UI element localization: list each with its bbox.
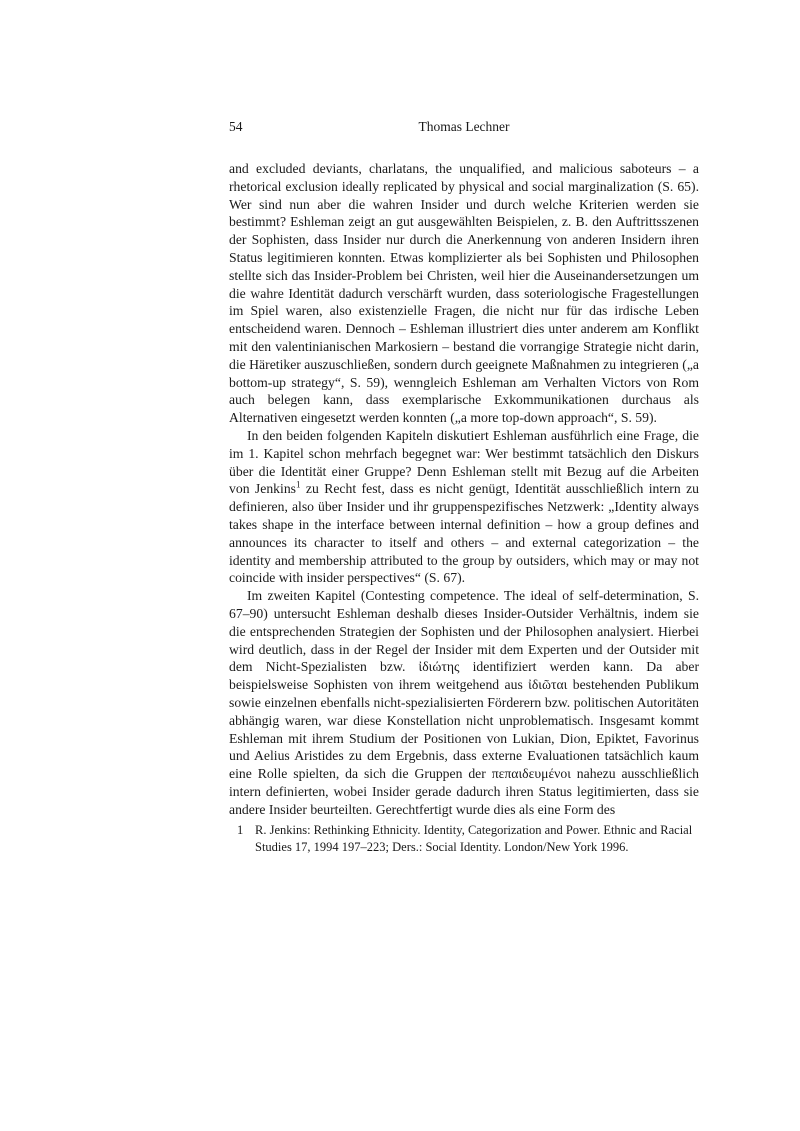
footnote-number: 1 (237, 823, 244, 837)
paragraph-text: zu Recht fest, dass es nicht genügt, Identität ausschließlich intern zu definieren, also über Insider und ihr gruppenspezifisches Netzwerk: „Identity always takes shape in the interface between internal definition – how a group defines and announces its character to itself and others – and external categorization – the identity and membership attributed to the group by outsiders, which may or may not coincide with insider perspectives“ (S. 67). (229, 481, 699, 586)
paragraph: Im zweiten Kapitel (Contesting competence. The ideal of self-determination, S. 67–90) untersucht Eshleman deshalb dieses Insider-Outsider Verhältnis, indem sie die entsprechenden Strategien der Sophisten und der Philosophen analysiert. Hierbei wird deutlich, dass in der Regel der Insider mit dem Experten und der Outsider mit dem Nicht-Spezialisten bzw. ἰδιώτης identifiziert werden kann. Da aber beispielsweise Sophisten von ihrem weitgehend aus ἰδιῶται bestehenden Publikum sowie einzelnen ebenfalls nicht-spezialisierten Förderern bzw. politischen Autoritäten abhängig waren, war diese Konstellation nicht unproblematisch. Insgesamt kommt Eshleman mit ihrem Studium der Positionen von Lukian, Dion, Epiktet, Favorinus und Aelius Aristides zu dem Ergebnis, dass externe Evaluationen tatsächlich kaum eine Rolle spielten, da sich die Gruppen der πεπαιδευμένοι nahezu ausschließlich intern definierten, wobei Insider gerade dadurch ihren Status legitimierten, dass sie andere Insider beurteilten. Gerechtfertigt wurde dies als eine Form des (229, 588, 699, 817)
paragraph (229, 427, 699, 587)
running-head: Thomas Lechner (418, 119, 510, 134)
paragraph-text: In den beiden folgenden Kapiteln diskutiert Eshleman ausführlich eine Frage, die im 1. Kapitel schon mehrfach begegnet war: Wer bestimmt tatsächlich den Diskurs über die Identität einer Gruppe? Denn Eshleman stellt mit Bezug auf die Arbeiten von Jenkins (229, 427, 699, 497)
page-header (229, 119, 699, 139)
footnote-text: R. Jenkins: Rethinking Ethnicity. Identity, Categorization and Power. Ethnic and Racial Studies 17, 1994 197–223; Ders.: Social Identity. London/New York 1996. (255, 823, 693, 854)
paragraph: and excluded deviants, charlatans, the unqualified, and malicious saboteurs – a rhetorical exclusion ideally replicated by physical and social marginalization (S. 65). Wer sind nun aber die wahren Insider und durch welche Kriterien werden sie bestimmt? Eshleman zeigt an gut ausgewählten Beispielen, z. B. den Auftrittsszenen der Sophisten, dass Insider nur durch die Anerkennung von anderen Insidern ihren Status legitimieren konnten. Etwas komplizierter als bei Sophisten und Philosophen stellte sich das Insider-Problem bei Christen, weil hier die Auseinandersetzungen um die wahre Identität dadurch verschärft wurden, dass soteriologische Fragestellungen im Spiel waren, also existenzielle Fragen, die nicht nur für das irdische Leben entscheidend waren. Dennoch – Eshleman illustriert dies unter anderem am Konflikt mit den valentinianischen Markosiern – bestand die vorrangige Strategie nicht darin, die Häretiker auszuschließen, sondern durch geeignete Maßnahmen zu integrieren („a bottom-up strategy“, S. 59), wenngleich Eshleman am Verhalten Victors von Rom auch belegen kann, dass exemplarische Exkommunikationen durchaus als Alternativen eingesetzt werden konnten („a more top-down approach“, S. 59). (229, 161, 699, 426)
footnotes (229, 822, 699, 855)
page-number: 54 (229, 119, 243, 134)
footnote-reference[interactable]: 1 (296, 479, 301, 490)
footnote (229, 822, 699, 855)
body-text (229, 160, 699, 818)
